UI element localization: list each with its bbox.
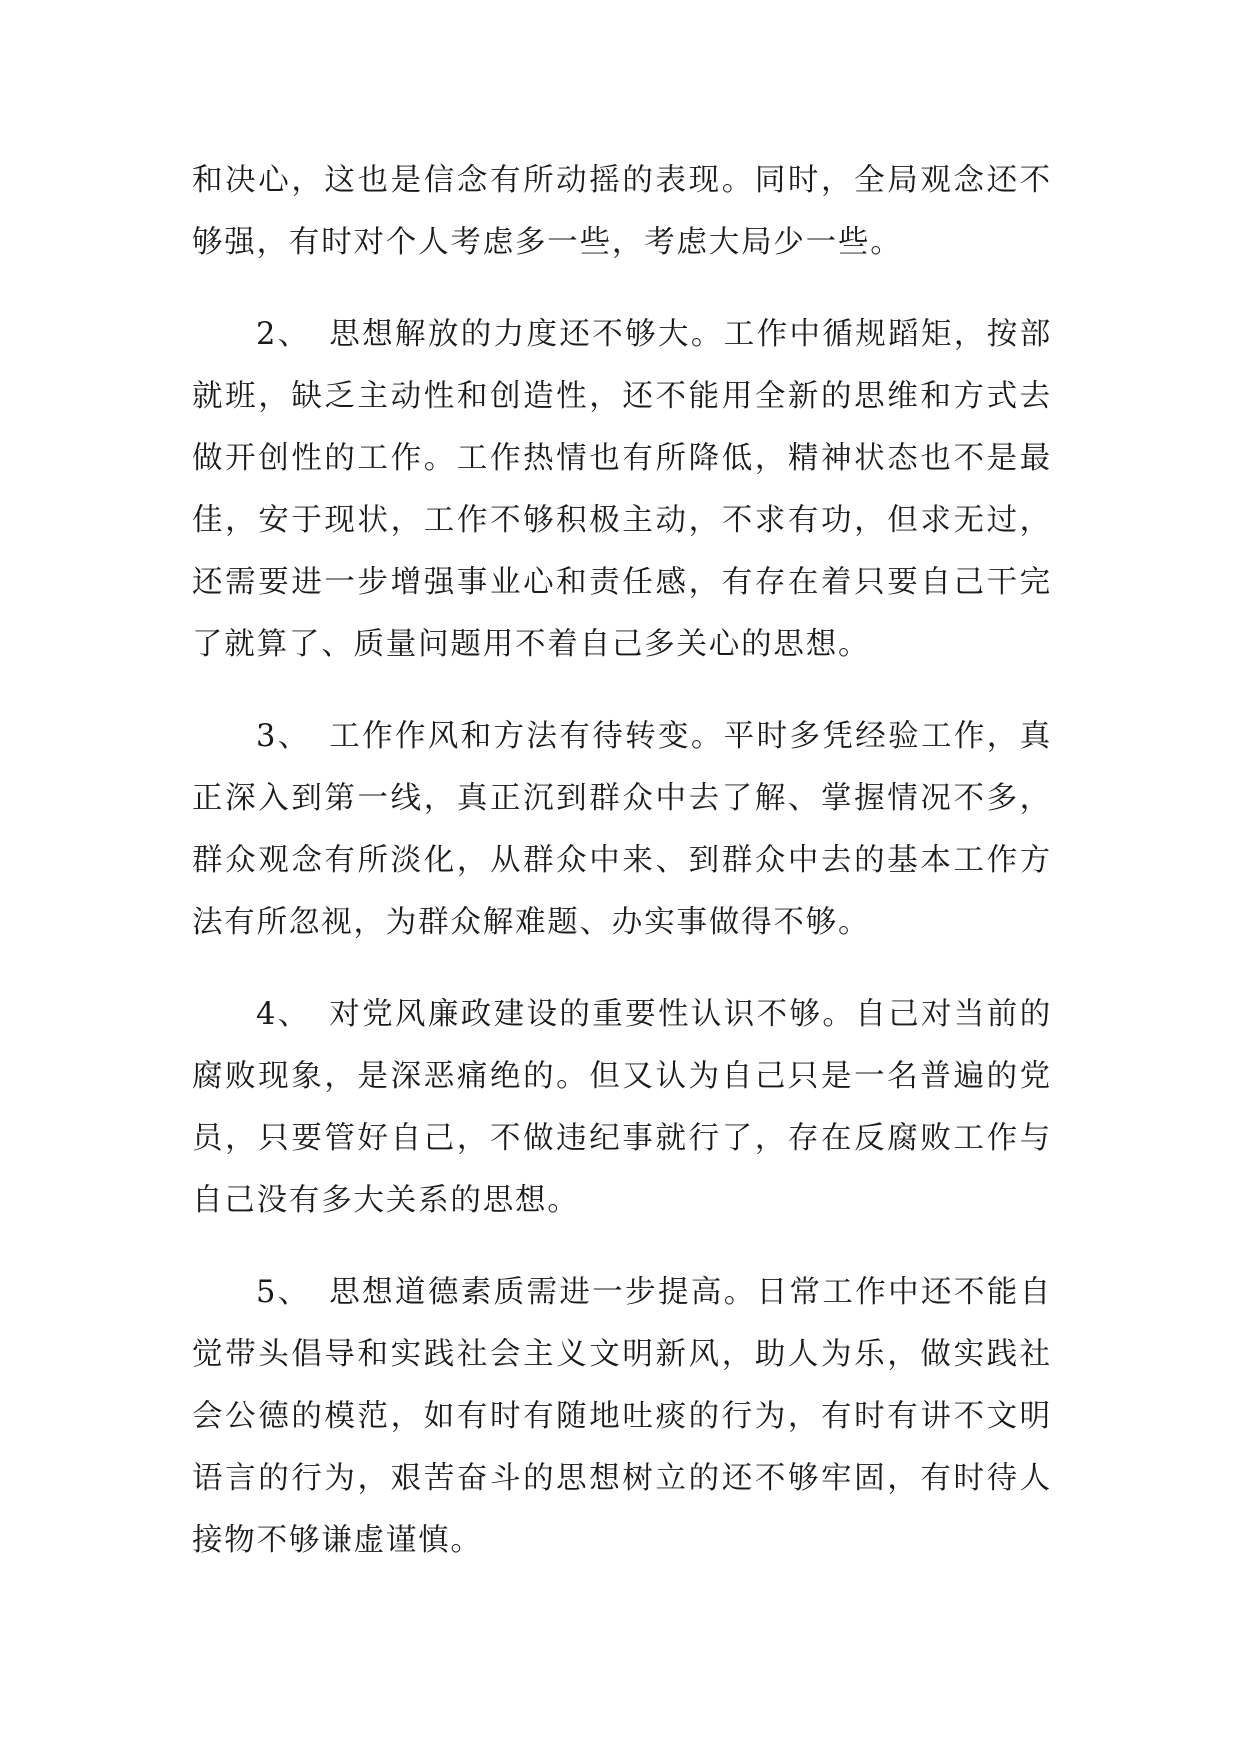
paragraph-item-2 — [192, 304, 1052, 676]
paragraph-item-4 — [192, 984, 1052, 1232]
item-number: 4、 — [256, 997, 311, 1032]
paragraph-continuation — [192, 150, 1052, 274]
paragraph-text: 思想道德素质需进一步提高。日常工作中还不能自觉带头倡导和实践社会主义文明新风，助人为乐，做实践社会公德的模范，如有时有随地吐痰的行为，有时有讲不文明语言的行为，艰苦奋斗的思想树立的还不够牢固，有时待人接物不够谦虚谨慎。 — [192, 1275, 1052, 1558]
document-body — [192, 150, 1052, 1602]
item-number: 5、 — [256, 1275, 311, 1310]
paragraph-text: 对党风廉政建设的重要性认识不够。自己对当前的腐败现象，是深恶痛绝的。但又认为自己只是一名普遍的党员，只要管好自己，不做违纪事就行了，存在反腐败工作与自己没有多大关系的思想。 — [192, 997, 1052, 1218]
paragraph-item-5 — [192, 1262, 1052, 1572]
item-number: 3、 — [256, 719, 311, 754]
item-number: 2、 — [256, 317, 311, 352]
paragraph-text: 思想解放的力度还不够大。工作中循规蹈矩，按部就班，缺乏主动性和创造性，还不能用全新的思维和方式去做开创性的工作。工作热情也有所降低，精神状态也不是最佳，安于现状，工作不够积极主动，不求有功，但求无过，还需要进一步增强事业心和责任感，有存在着只要自己干完了就算了、质量问题用不着自己多关心的思想。 — [192, 317, 1052, 662]
paragraph-text: 和决心，这也是信念有所动摇的表现。同时，全局观念还不够强，有时对个人考虑多一些，考虑大局少一些。 — [192, 163, 1052, 260]
paragraph-text: 工作作风和方法有待转变。平时多凭经验工作，真正深入到第一线，真正沉到群众中去了解、掌握情况不多，群众观念有所淡化，从群众中来、到群众中去的基本工作方法有所忽视，为群众解难题、办实事做得不够。 — [192, 719, 1052, 940]
paragraph-item-3 — [192, 706, 1052, 954]
